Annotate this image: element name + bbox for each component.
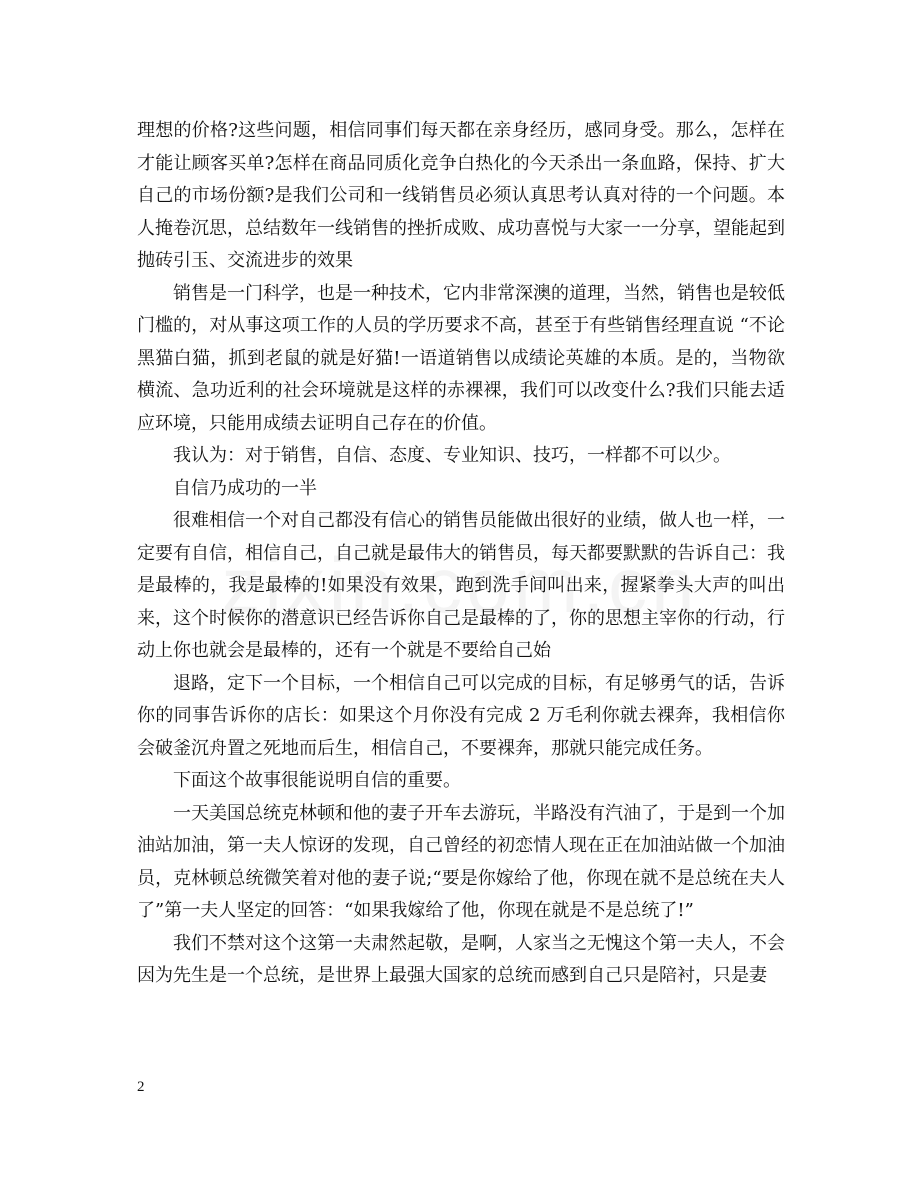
paragraph-5: 很难相信一个对自己都没有信心的销售员能做出很好的业绩，做人也一样，一定要有自信，相信自己，自己就是最伟大的销售员，每天都要默默的告诉自己：我是最棒的，我是最棒的!如果没有效果，跑到洗手间叫出来，握紧拳头大声的叫出来，这个时候你的潜意识已经告诉你自己是最棒的了，你的思想主宰你的行动，行动上你也就会是最棒的，还有一个就是不要给自己始 bbox=[137, 510, 785, 661]
paragraph-6: 退路，定下一个目标，一个相信自己可以完成的目标，有足够勇气的话，告诉你的同事告诉你的店长：如果这个月你没有完成 2 万毛利你就去裸奔，我相信你会破釜沉舟置之死地而后生，相信自己，不要裸奔，那就只能完成任务。 bbox=[137, 672, 785, 759]
document-body bbox=[137, 115, 785, 993]
paragraph-7: 下面这个故事很能说明自信的重要。 bbox=[173, 770, 461, 791]
paragraph-3: 我认为：对于销售，自信、态度、专业知识、技巧，一样都不可以少。 bbox=[173, 445, 731, 466]
paragraph-8: 一天美国总统克林顿和他的妻子开车去游玩，半路没有汽油了，于是到一个加油站加油，第一夫人惊讶的发现，自己曾经的初恋情人现在正在加油站做一个加油员，克林顿总统微笑着对他的妻子说;“要是你嫁给了他，你现在就不是总统在夫人了”第一夫人坚定的回答：“如果我嫁给了他，你现在就是不是总统了!” bbox=[137, 802, 785, 921]
paragraph-1: 理想的价格?这些问题，相信同事们每天都在亲身经历，感同身受。那么，怎样在才能让顾客买单?怎样在商品同质化竞争白热化的今天杀出一条血路，保持、扩大自己的市场份额?是我们公司和一线销售员必须认真思考认真对待的一个问题。本人掩卷沉思，总结数年一线销售的挫折成败、成功喜悦与大家一一分享，望能起到抛砖引玉、交流进步的效果 bbox=[137, 120, 785, 271]
paragraph-2: 销售是一门科学，也是一种技术，它内非常深澳的道理，当然，销售也是较低门槛的，对从事这项工作的人员的学历要求不高，甚至于有些销售经理直说 “不论黑猫白猫，抓到老鼠的就是好猫!一语道销售以成绩论英雄的本质。是的，当物欲横流、急功近利的社会环境就是这样的赤裸裸，我们可以改变什么?我们只能去适应环境，只能用成绩去证明自己存在的价值。 bbox=[137, 282, 785, 434]
section-heading: 自信乃成功的一半 bbox=[173, 477, 317, 499]
paragraph-9: 我们不禁对这个这第一夫肃然起敬，是啊，人家当之无愧这个第一夫人，不会因为先生是一个总统，是世界上最强大国家的总统而感到自己只是陪衬，只是妻 bbox=[137, 932, 785, 986]
page-number: 2 bbox=[137, 1079, 145, 1095]
